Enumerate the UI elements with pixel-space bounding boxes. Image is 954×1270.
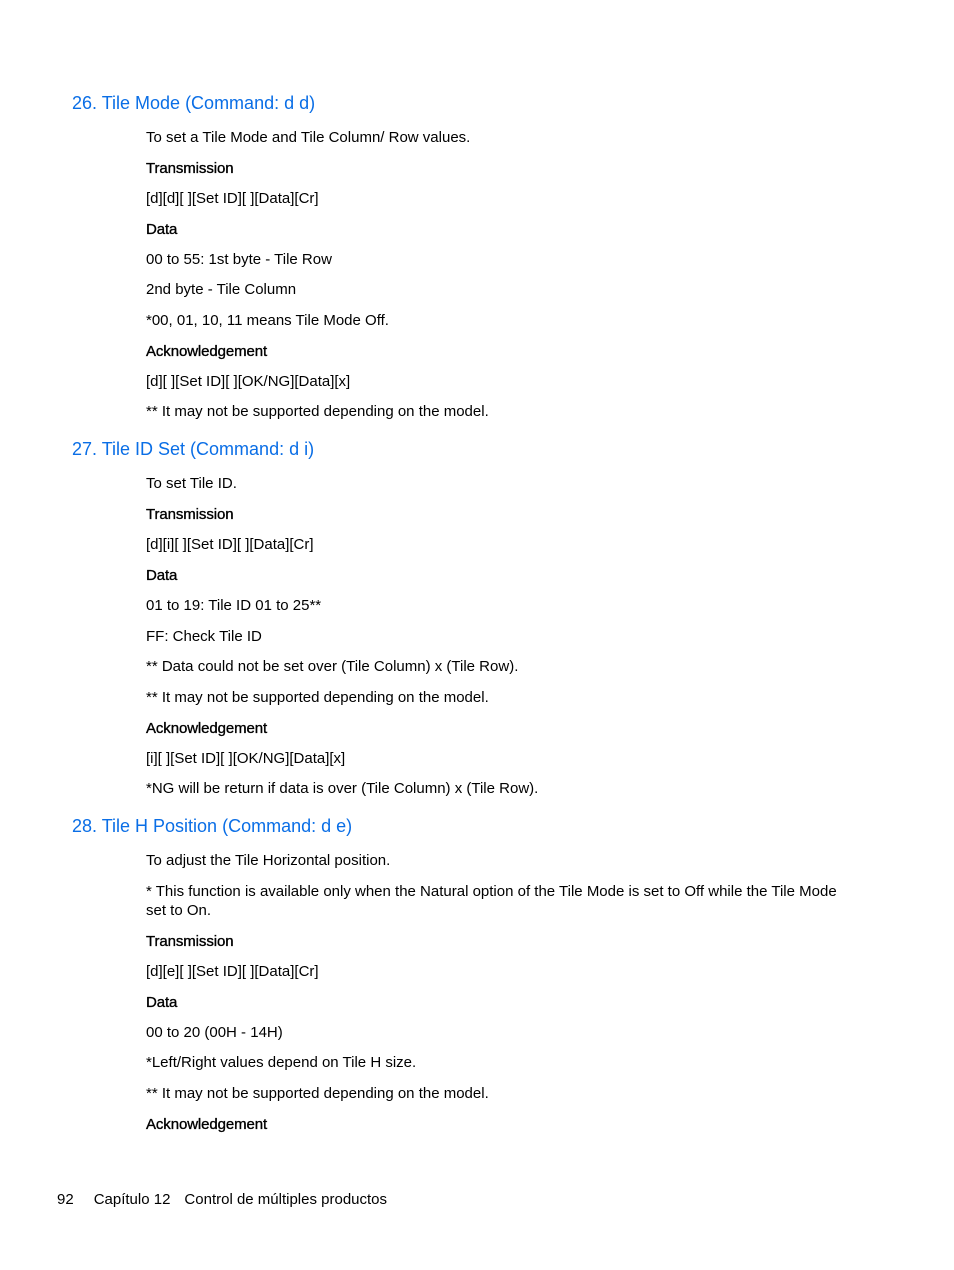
transmission-syntax: [d][e][ ][Set ID][ ][Data][Cr] <box>146 963 319 980</box>
transmission-label: Transmission <box>146 160 234 177</box>
section-intro: To adjust the Tile Horizontal position. <box>146 852 391 869</box>
section-heading-tile-id-set: 27. Tile ID Set (Command: d i) <box>72 439 315 459</box>
section-heading-tile-mode: 26. Tile Mode (Command: d d) <box>72 93 316 113</box>
data-line: *00, 01, 10, 11 means Tile Mode Off. <box>146 312 389 329</box>
acknowledgement-label: Acknowledgement <box>146 720 268 737</box>
data-line: 00 to 55: 1st byte - Tile Row <box>146 251 332 268</box>
transmission-syntax: [d][i][ ][Set ID][ ][Data][Cr] <box>146 536 314 553</box>
acknowledgement-syntax: [d][ ][Set ID][ ][OK/NG][Data][x] <box>146 373 351 390</box>
data-line: 01 to 19: Tile ID 01 to 25** <box>146 597 322 614</box>
note-line: *NG will be return if data is over (Tile Column) x (Tile Row). <box>146 780 539 797</box>
data-line: FF: Check Tile ID <box>146 628 262 645</box>
note-line: ** It may not be supported depending on the model. <box>146 403 489 420</box>
page-footer <box>57 1190 387 1209</box>
acknowledgement-label: Acknowledgement <box>146 1116 268 1133</box>
data-line: 2nd byte - Tile Column <box>146 281 297 298</box>
transmission-syntax: [d][d][ ][Set ID][ ][Data][Cr] <box>146 190 319 207</box>
data-line: ** It may not be supported depending on the model. <box>146 689 489 706</box>
chapter-label: Capítulo 12 <box>93 1191 171 1208</box>
data-line: *Left/Right values depend on Tile H size. <box>146 1054 417 1071</box>
data-label: Data <box>146 567 178 584</box>
data-line: ** Data could not be set over (Tile Column) x (Tile Row). <box>146 658 519 675</box>
section-intro: To set a Tile Mode and Tile Column/ Row values. <box>146 129 471 146</box>
page-number: 92 <box>57 1191 74 1208</box>
data-line: 00 to 20 (00H - 14H) <box>146 1024 283 1041</box>
data-label: Data <box>146 994 178 1011</box>
section-intro-note: * This function is available only when the Natural option of the Tile Mode is set to Off while the Tile Mode set to On. <box>146 883 837 919</box>
acknowledgement-syntax: [i][ ][Set ID][ ][OK/NG][Data][x] <box>146 750 346 767</box>
transmission-label: Transmission <box>146 933 234 950</box>
section-intro: To set Tile ID. <box>146 475 237 492</box>
acknowledgement-label: Acknowledgement <box>146 343 268 360</box>
section-heading-tile-h-position: 28. Tile H Position (Command: d e) <box>72 816 353 836</box>
chapter-title: Control de múltiples productos <box>184 1191 388 1208</box>
data-label: Data <box>146 221 178 238</box>
data-line: ** It may not be supported depending on the model. <box>146 1085 489 1102</box>
transmission-label: Transmission <box>146 506 234 523</box>
